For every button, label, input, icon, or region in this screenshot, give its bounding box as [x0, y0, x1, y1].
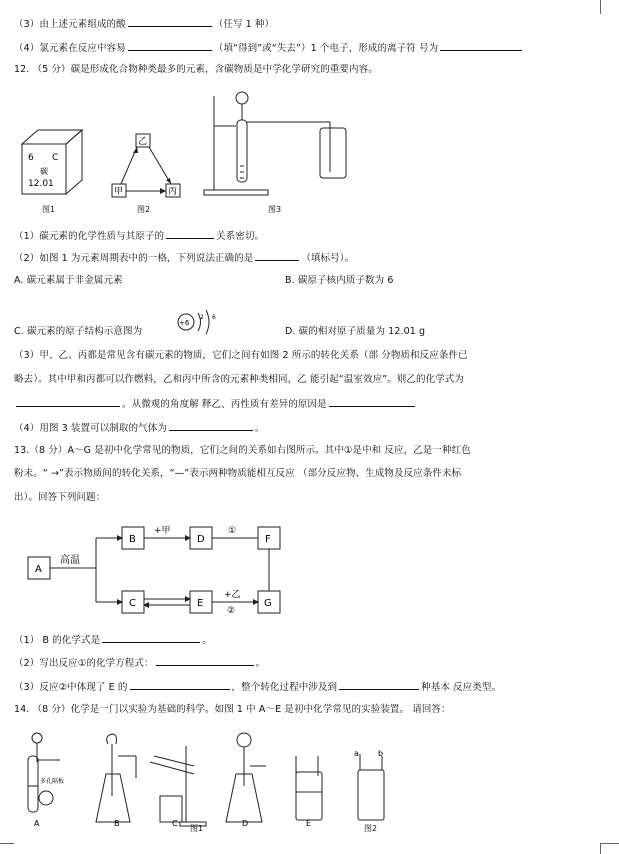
- q13-sub1: （1） B 的化学式是 。: [14, 635, 212, 646]
- tube-note: 多孔隔板: [40, 778, 65, 785]
- apparatus-c: [150, 746, 206, 826]
- q12-sub3-line3: 。从微观的角度解 释乙、丙性质有差异的原因是: [14, 397, 417, 411]
- answer-blank[interactable]: [130, 680, 230, 690]
- option-b: B. 碳原子核内质子数为 6: [285, 275, 394, 286]
- label-b: B: [114, 819, 120, 828]
- answer-blank[interactable]: [255, 251, 299, 261]
- answer-blank[interactable]: [329, 397, 415, 407]
- answer-blank[interactable]: [102, 633, 200, 643]
- fig3-caption: 图3: [268, 205, 282, 214]
- q13-line1: 13.（8 分）A～G 是初中化学常见的物质，它们之间的关系如右图所示。其中①是中和 反应，乙是一种红色: [14, 445, 471, 456]
- q12-sub2: （2）如图 1 为元素周期表中的一格，下列说法正确的是 （填标号）。: [14, 253, 355, 264]
- q12-figures: [0, 86, 619, 216]
- node-b: B: [129, 534, 136, 545]
- port-a: a: [354, 749, 359, 758]
- label-d: D: [242, 819, 249, 828]
- q11-line3: （3）由上述元素组成的酸 （任写 1 种）: [14, 19, 275, 30]
- q14-line1: 14. （8 分）化学是一门以实验为基础的科学。如图 1 中 A～E 是初中化学常见的实验装置。 请回答：: [14, 704, 451, 715]
- q12-sub3-line2: 略去）。其中甲和丙都可以作燃料，乙和丙中所含的元素种类相同，乙 能引起“温室效应”。则乙的化学式为: [14, 374, 465, 385]
- label-reaction-1: ①: [228, 526, 237, 536]
- q13-sub2: （2）写出反应①的化学方程式： 。: [14, 658, 266, 669]
- apparatus-d: [226, 733, 266, 822]
- node-jia: 甲: [114, 187, 124, 197]
- node-a: A: [35, 564, 42, 575]
- q11-line4: （4）氯元素在反应中容易 （填“得到”或“失去”）1 个电子，形成的离子符 号为: [14, 41, 524, 55]
- node-g: G: [264, 598, 272, 609]
- answer-blank[interactable]: [128, 41, 212, 51]
- q14-apparatus-figures: [0, 726, 619, 836]
- label-c: C: [172, 819, 178, 828]
- answer-blank[interactable]: [156, 656, 254, 666]
- q13-line2: 粉末。“ →”表示物质间的转化关系，“—”表示两种物质能相互反应 （部分反应物、生成物及反应条件未标: [14, 468, 462, 479]
- label-a: A: [34, 819, 40, 828]
- q13-line3: 出）。回答下列问题：: [14, 492, 106, 503]
- node-d: D: [197, 534, 205, 545]
- option-c: C. 碳元素的原子结构示意图为: [14, 326, 143, 337]
- answer-blank[interactable]: [128, 17, 212, 27]
- gas-generation-apparatus: [204, 92, 346, 195]
- node-e: E: [197, 598, 204, 609]
- q12-sub1: （1）碳元素的化学性质与其原子的 关系密切。: [14, 231, 265, 242]
- q14-fig2-caption: 图2: [364, 824, 378, 833]
- q13-sub3: （3）反应②中体现了 E 的 ，整个转化过程中涉及到 种基本 反应类型。: [14, 682, 502, 693]
- tile-mass: 12.01: [28, 179, 54, 189]
- tile-number: 6: [28, 153, 34, 163]
- crop-mark-bottom-right: [600, 843, 619, 854]
- label-e: E: [306, 819, 312, 828]
- tile-symbol: C: [52, 153, 59, 163]
- periodic-table-tile: [22, 130, 82, 194]
- label-reaction-2: ②: [227, 606, 236, 616]
- q12-sub4: （4）用图 3 装置可以制取的气体为 。: [14, 423, 265, 434]
- apparatus-b: [96, 734, 136, 822]
- apparatus-e: [296, 756, 322, 820]
- node-c: C: [129, 598, 136, 609]
- answer-blank[interactable]: [166, 229, 214, 239]
- condition-high-temp: 高温: [60, 555, 80, 566]
- option-a: A. 碳元素属于非金属元素: [14, 275, 123, 286]
- q12-sub3-line1: （3）甲、乙、丙都是常见含有碳元素的物质，它们之间有如图 2 所示的转化关系（部 分物质和反应条件已: [14, 350, 468, 361]
- option-d: D. 碳的相对原子质量为 12.01 g: [285, 326, 426, 337]
- apparatus-a: [28, 733, 60, 812]
- node-yi: 乙: [138, 137, 148, 147]
- atom-nucleus: +6: [179, 319, 190, 327]
- atom-shell-2: 6: [212, 314, 216, 321]
- answer-blank[interactable]: [16, 397, 120, 407]
- fig1-caption: 图1: [42, 205, 56, 214]
- answer-blank[interactable]: [339, 680, 419, 690]
- fig2-caption: 图2: [137, 205, 151, 214]
- carbon-atom-structure: [176, 307, 222, 337]
- crop-mark-top-right: [600, 0, 611, 14]
- apparatus-fig2: [358, 754, 384, 820]
- label-plus-yi: +乙: [224, 590, 241, 600]
- transformation-triangle: [112, 134, 180, 197]
- port-b: b: [378, 749, 384, 758]
- tile-name: 碳: [40, 167, 48, 176]
- crop-mark-bottom-left: [0, 843, 14, 854]
- q13-relationship-diagram: [0, 515, 619, 625]
- answer-blank[interactable]: [169, 421, 253, 431]
- atom-shell-1: 2: [200, 314, 204, 321]
- q12-header: 12. （5 分）碳是形成化合物种类最多的元素，含碳物质是中学化学研究的重要内容。: [14, 64, 378, 75]
- node-bing: 丙: [168, 187, 178, 197]
- q14-fig1-caption: 图1: [190, 824, 204, 833]
- label-plus-jia: +甲: [154, 526, 171, 536]
- answer-blank[interactable]: [440, 41, 522, 51]
- node-f: F: [265, 534, 271, 545]
